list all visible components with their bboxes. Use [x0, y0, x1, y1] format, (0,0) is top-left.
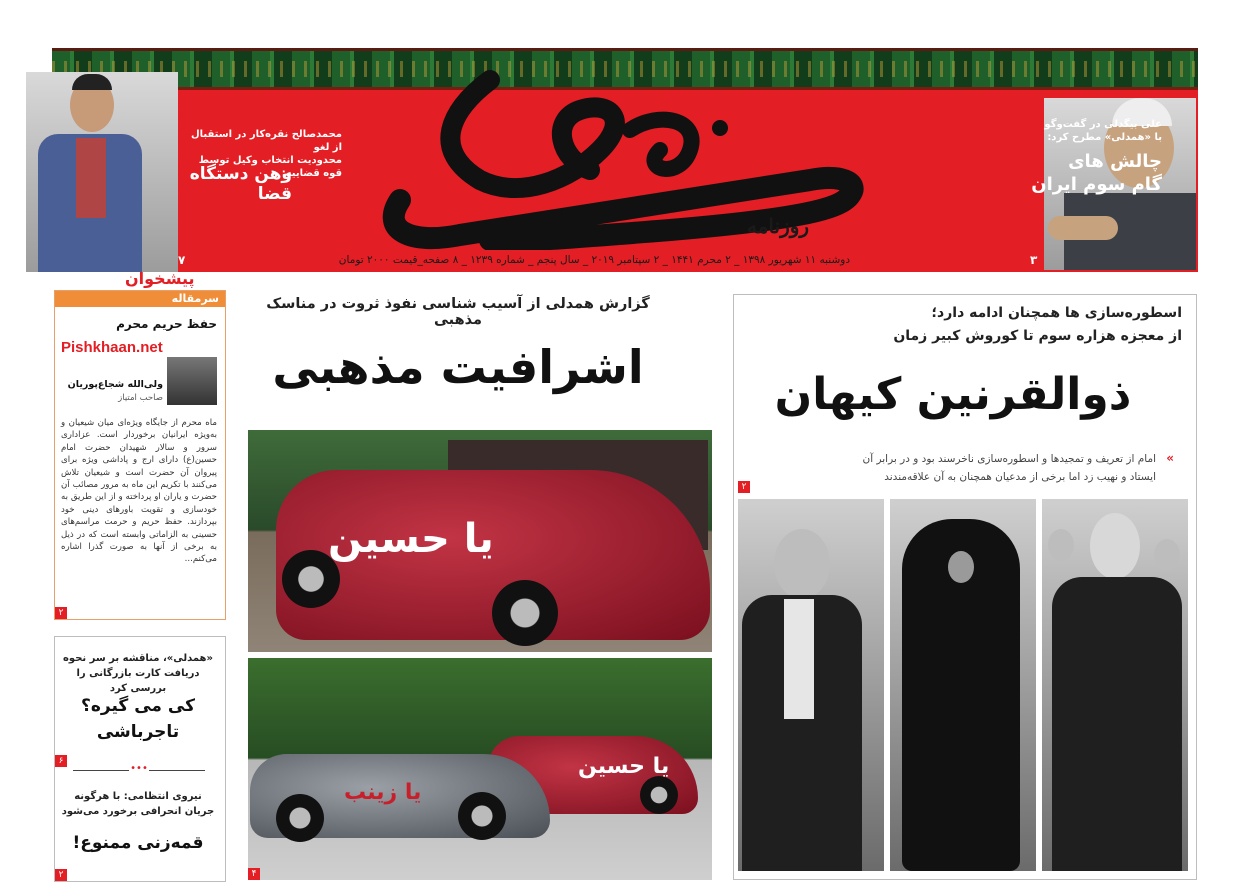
- dateline: دوشنبه ۱۱ شهریور ۱۳۹۸ _ ۲ محرم ۱۴۴۱ _ ۲ سپتامبر ۲۰۱۹ _ سال پنجم _ شماره ۱۲۳۹ _ ۸ صفحه_قیمت ۲۰۰۰ تومان: [338, 254, 850, 266]
- brief1-headline-line2: تاجرباشی: [96, 722, 180, 742]
- brief2-intro: [59, 789, 217, 819]
- right-story-kicker1: اسطوره‌سازی ها همچنان ادامه دارد؛: [931, 305, 1182, 321]
- brief2-page-number: ۲: [55, 869, 67, 881]
- photo-face: [1090, 513, 1140, 579]
- lead-arrow-icon: »: [1166, 451, 1174, 465]
- brief2-intro-line2: جریان انحرافی برخورد می‌شود: [61, 806, 215, 817]
- car-wheel: [458, 792, 506, 840]
- watermark-top: پیشخوان: [125, 269, 195, 288]
- middle-story-headline[interactable]: اشرافیت مذهبی: [272, 340, 644, 394]
- right-teaser-headline-line2: گام سوم ایران: [1031, 174, 1162, 195]
- brief2-intro-line1: نیروی انتظامی: با هرگونه: [74, 791, 202, 802]
- right-teaser-intro-line2: با «همدلی» مطرح کرد:: [1047, 132, 1162, 143]
- right-teaser-intro-line1: علی بیگدلی در گفت‌وگو: [1044, 119, 1162, 130]
- right-teaser-intro: [1044, 118, 1162, 144]
- photo-face: [1048, 529, 1074, 561]
- masthead-subtitle: روزنامه: [747, 214, 810, 238]
- car-slogan: یا زینب: [344, 780, 422, 805]
- brief1-headline[interactable]: [59, 693, 217, 745]
- author-photo: [167, 357, 217, 405]
- left-teaser-page-number: ۷: [178, 253, 186, 267]
- car-slogan: یا حسین: [328, 516, 494, 562]
- right-story-lead-line2: ایستاد و نهیب زد اما برخی از مدعیان همچنان به آن علاقه‌مندند: [884, 471, 1156, 483]
- editorial-body: ماه محرم از جایگاه ویژه‌ای میان شیعیان و به‌ویژه ایرانیان برخوردار است. عزاداری سرور و سالار شهیدان حضرت امام حسین(ع) دارای ارج و پاداشی ویژه برای پیروان آن حضرت است و شیعیان تلاش می‌کنند با تکریم این ماه به مرور مصائب آن حضرت و یاران او پرداخته و از این طریق به خودسازی و تقویت باورهای دینی خود بپردازند. حفظ حریم و حرمت مراسم‌های حسینی به الزاماتی وابسته است که در ذیل به برخی از آنها به صورت گذرا اشاره می‌کنم...: [61, 418, 217, 565]
- car-wheel: [492, 580, 558, 646]
- side-briefs: [54, 636, 226, 882]
- editorial-column[interactable]: [54, 269, 226, 620]
- photo-face: [948, 551, 974, 583]
- brief1-page-number: ۶: [55, 755, 67, 767]
- brief1-intro: [59, 651, 217, 696]
- brief2-headline[interactable]: قمه‌زنی ممنوع!: [72, 833, 204, 853]
- left-teaser-headline[interactable]: وهن دستگاه قضا: [189, 164, 292, 204]
- photo-shirt: [784, 599, 814, 719]
- divider-dots: •••: [130, 763, 148, 774]
- right-teaser-page-number: ۳: [1030, 253, 1038, 267]
- watermark: Pishkhaan.net: [61, 339, 163, 356]
- right-teaser-headline-line1: چالش های: [1068, 151, 1162, 172]
- editorial-header-bar: [55, 291, 225, 307]
- photo-man-at-microphone: [738, 499, 884, 871]
- right-story-lead-line1: امام از تعریف و تمجیدها و اسطوره‌سازی ناخرسند بود و در برابر آن: [862, 453, 1156, 465]
- editorial-author: ولی‌الله شجاع‌پوریان: [67, 379, 163, 390]
- photo-woman-in-chador: [890, 499, 1036, 871]
- right-story-kicker2: از معجزه هزاره سوم تا کوروش کبیر زمان: [893, 328, 1182, 344]
- editorial-author-role: صاحب امتیاز: [118, 393, 163, 403]
- car-wheel: [276, 794, 324, 842]
- middle-story-kicker: گزارش همدلی از آسیب شناسی نفوذ ثروت در مناسک مذهبی: [266, 296, 650, 328]
- left-teaser-intro-line2: محدودیت انتخاب وکیل توسط قوه قضاییه:: [198, 155, 342, 179]
- right-story-page-number: ۲: [738, 481, 750, 493]
- right-story[interactable]: [733, 294, 1197, 880]
- editorial-label: سرمقاله: [171, 292, 219, 305]
- teaser-photo-left: [26, 72, 178, 272]
- editorial-page-number: ۲: [55, 607, 67, 619]
- photo-face: [1154, 539, 1180, 571]
- right-teaser-headline[interactable]: [1031, 150, 1162, 196]
- photo-figure: [1052, 577, 1182, 871]
- right-story-headline[interactable]: ذوالقرنین کیهان: [774, 369, 1132, 420]
- photo-face: [774, 529, 830, 599]
- car-slogan: یا حسین: [578, 754, 670, 779]
- editorial-title: حفظ حریم محرم: [116, 317, 217, 331]
- car-photo-top: [248, 430, 712, 652]
- photo-man-walking: [1042, 499, 1188, 871]
- middle-story-page-number: ۴: [248, 868, 260, 880]
- brief1-intro-line2: دریافت کارت بازرگانی را بررسی کرد: [76, 668, 200, 694]
- brief1-headline-line1: کی می گیره؟: [81, 696, 195, 716]
- car-photo-bottom: [248, 658, 712, 880]
- car-wheel: [640, 776, 678, 814]
- brief1-intro-line1: «همدلی»، مناقشه بر سر نحوه: [63, 653, 213, 664]
- left-teaser-intro-line1: محمدصالح نقره‌کار در استقبال از لغو: [190, 129, 342, 153]
